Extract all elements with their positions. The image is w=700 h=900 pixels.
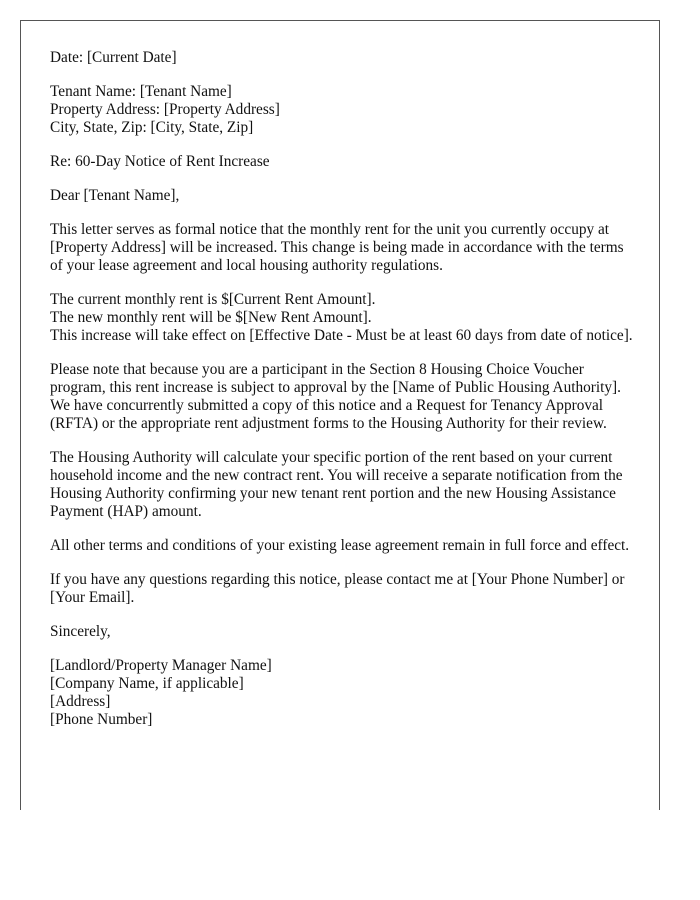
rent-details-block xyxy=(50,291,640,345)
section8-paragraph: Please note that because you are a participant in the Section 8 Housing Choice Voucher program, this rent increase is subject to approval by the [Name of Public Housing Authority]. We have concurrently submitted a copy of this notice and a Request for Tenancy Approval (RFTA) or the appropriate rent adjustment forms to the Housing Authority for their review. xyxy=(50,361,621,432)
new-rent-line: The new monthly rent will be $[New Rent Amount]. xyxy=(50,309,372,326)
subject-line: Re: 60-Day Notice of Rent Increase xyxy=(50,153,270,170)
housing-authority-paragraph: The Housing Authority will calculate your specific portion of the rent based on your current household income and the new contract rent. You will receive a separate notification from the Housing Authority confirming your new tenant rent portion and the new Housing Assistance Payment (HAP) amount. xyxy=(50,449,623,520)
lease-terms-paragraph: All other terms and conditions of your existing lease agreement remain in full force and effect. xyxy=(50,537,630,554)
effective-date-line: This increase will take effect on [Effective Date - Must be at least 60 days from date of notice]. xyxy=(50,327,633,344)
signature-company: [Company Name, if applicable] xyxy=(50,675,244,692)
notice-paragraph: This letter serves as formal notice that the monthly rent for the unit you currently occupy at [Property Address] will be increased. This change is being made in accordance with the terms of your lease agreement and local housing authority regulations. xyxy=(50,221,624,274)
signature-phone: [Phone Number] xyxy=(50,711,153,728)
city-state-zip-line: City, State, Zip: [City, State, Zip] xyxy=(50,119,254,136)
signature-name: [Landlord/Property Manager Name] xyxy=(50,657,272,674)
tenant-name-line: Tenant Name: [Tenant Name] xyxy=(50,83,232,100)
current-rent-line: The current monthly rent is $[Current Rent Amount]. xyxy=(50,291,376,308)
date-line: Date: [Current Date] xyxy=(50,49,177,66)
contact-paragraph: If you have any questions regarding this notice, please contact me at [Your Phone Number] or [Your Email]. xyxy=(50,571,625,606)
date-block xyxy=(50,49,640,67)
signature-address: [Address] xyxy=(50,693,111,710)
closing-line: Sincerely, xyxy=(50,623,111,640)
letter-page xyxy=(20,20,660,810)
property-address-line: Property Address: [Property Address] xyxy=(50,101,280,118)
letter-body xyxy=(50,49,640,745)
salutation-line: Dear [Tenant Name], xyxy=(50,187,180,204)
signature-block xyxy=(50,657,640,729)
salutation-block xyxy=(50,187,640,205)
closing-block xyxy=(50,623,640,641)
recipient-block xyxy=(50,83,640,137)
subject-block xyxy=(50,153,640,171)
